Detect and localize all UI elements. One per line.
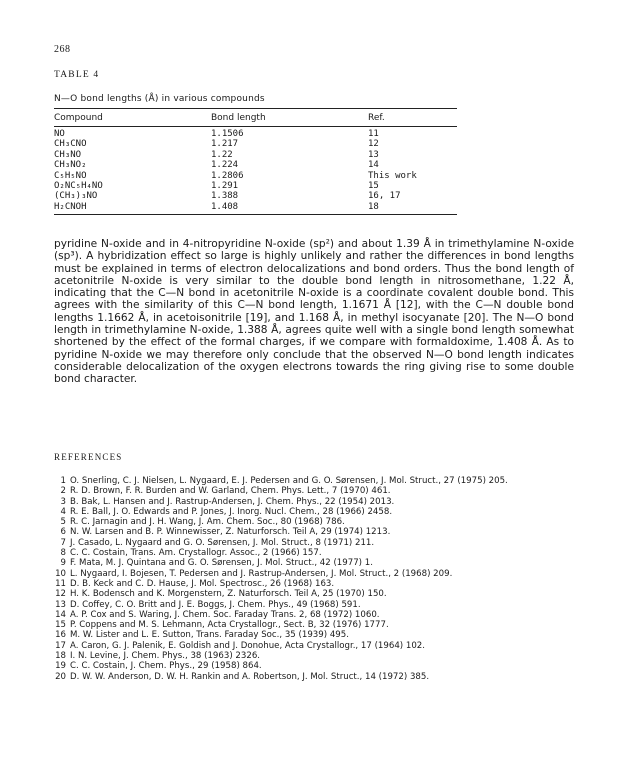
reference-text: F. Mata, M. J. Quintana and G. O. Sørensen, J. Mol. Struct., 42 (1977) 1. xyxy=(70,558,373,569)
reference-number: 12 xyxy=(55,589,66,600)
table-row xyxy=(54,129,457,139)
reference-item xyxy=(54,651,574,661)
reference-text: D. Coffey, C. O. Britt and J. E. Boggs, J. Chem. Phys., 49 (1968) 591. xyxy=(70,599,361,610)
reference-item xyxy=(54,661,574,671)
reference-text: D. B. Keck and C. D. Hause, J. Mol. Spectrosc., 26 (1968) 163. xyxy=(70,578,335,589)
reference-item xyxy=(54,620,574,630)
reference-item xyxy=(54,476,574,486)
cell-ref: 11 xyxy=(368,129,379,139)
cell-compound: CH₃NO₂ xyxy=(54,160,87,171)
reference-text: D. W. W. Anderson, D. W. H. Rankin and A. Robertson, J. Mol. Struct., 14 (1972) 385. xyxy=(70,671,430,682)
reference-item xyxy=(54,507,574,517)
reference-text: H. K. Bodensch and K. Morgenstern, Z. Naturforsch. Teil A, 25 (1970) 150. xyxy=(70,589,387,600)
reference-item xyxy=(54,672,574,682)
reference-number: 19 xyxy=(55,661,66,672)
reference-item xyxy=(54,548,574,558)
reference-text: R. C. Jarnagin and J. H. Wang, J. Am. Chem. Soc., 80 (1968) 786. xyxy=(70,517,345,528)
table-row xyxy=(54,202,457,212)
reference-item xyxy=(54,630,574,640)
col-header-compound: Compound xyxy=(54,113,103,123)
cell-ref: 13 xyxy=(368,149,379,160)
reference-number: 6 xyxy=(60,527,66,538)
reference-text: R. D. Brown, F. R. Burden and W. Garland, Chem. Phys. Lett., 7 (1970) 461. xyxy=(70,486,391,497)
reference-number: 13 xyxy=(55,599,66,610)
reference-number: 2 xyxy=(60,486,66,497)
reference-item xyxy=(54,641,574,651)
table-header-row xyxy=(54,109,457,126)
reference-number: 8 xyxy=(60,548,66,559)
reference-number: 18 xyxy=(55,651,66,662)
table-row xyxy=(54,191,457,201)
references-heading: REFERENCES xyxy=(54,452,123,462)
reference-number: 11 xyxy=(55,578,66,589)
reference-item xyxy=(54,527,574,537)
reference-item xyxy=(54,538,574,548)
cell-bond-length: 1.388 xyxy=(211,191,239,202)
cell-bond-length: 1.1506 xyxy=(211,129,244,139)
reference-item xyxy=(54,517,574,527)
reference-number: 5 xyxy=(60,517,66,528)
table-title: TABLE 4 xyxy=(54,70,100,80)
reference-number: 14 xyxy=(55,609,66,620)
cell-bond-length: 1.224 xyxy=(211,160,239,171)
reference-text: N. W. Larsen and B. P. Winnewisser, Z. Naturforsch. Teil A, 29 (1974) 1213. xyxy=(70,527,391,538)
reference-item xyxy=(54,486,574,496)
cell-ref: 16, 17 xyxy=(368,191,401,202)
cell-bond-length: 1.408 xyxy=(211,201,239,212)
reference-item xyxy=(54,600,574,610)
reference-text: J. Casado, L. Nygaard and G. O. Sørensen, J. Mol. Struct., 8 (1971) 211. xyxy=(70,537,375,548)
reference-item xyxy=(54,589,574,599)
table-row xyxy=(54,181,457,191)
table-bottom-rule xyxy=(54,214,457,215)
reference-text: C. C. Costain, J. Chem. Phys., 29 (1958) 864. xyxy=(70,661,262,672)
cell-bond-length: 1.22 xyxy=(211,149,233,160)
reference-number: 17 xyxy=(55,640,66,651)
cell-compound: (CH₃)₃NO xyxy=(54,191,98,202)
reference-text: P. Coppens and M. S. Lehmann, Acta Crystallogr., Sect. B, 32 (1976) 1777. xyxy=(70,620,389,631)
cell-compound: NO xyxy=(54,129,65,139)
cell-bond-length: 1.2806 xyxy=(211,170,244,181)
cell-compound: O₂NC₅H₄NO xyxy=(54,181,103,192)
reference-number: 20 xyxy=(55,671,66,682)
cell-ref: 15 xyxy=(368,181,379,192)
reference-number: 4 xyxy=(60,506,66,517)
reference-text: C. C. Costain, Trans. Am. Crystallogr. Assoc., 2 (1966) 157. xyxy=(70,548,322,559)
reference-text: R. E. Ball, J. O. Edwards and P. Jones, J. Inorg. Nucl. Chem., 28 (1966) 2458. xyxy=(70,506,393,517)
reference-number: 3 xyxy=(60,496,66,507)
paragraph-text: pyridine N-oxide and in 4-nitropyridine N-oxide (sp²) and about 1.39 Å in trimethylamine N-oxide (sp³). A hybridization effect so large is highly unlikely and rather the differences in bond lengths must be explained in terms of electron delocalizations and bond orders. Thus the bond length of acetonitrile N-oxide is very similar to the double bond length in nitrosomethane, 1.22 Å, indicating that the C—N bond in acetonitrile N-oxide is a coordinate covalent double bond. This agrees with the similarity of this C—N bond length, 1.1671 Å [12], with the C—N double bond lengths 1.1662 Å, in acetoisonitrile [19], and 1.168 Å, in methyl isocyanate [20]. The N—O bond length in trimethylamine N-oxide, 1.388 Å, agrees quite well with a single bond length somewhat shortened by the effect of the formal charges, if we compare with formaldoxime, 1.408 Å. As to pyridine N-oxide we may therefore only conclude that the observed N—O bond length indicates considerable delocalization of the oxygen electrons towards the ring giving rise to some double bond character. xyxy=(54,238,574,386)
reference-text: B. Bak, L. Hansen and J. Rastrup-Andersen, J. Chem. Phys., 22 (1954) 2013. xyxy=(70,496,395,507)
references-list xyxy=(54,476,574,682)
reference-item xyxy=(54,558,574,568)
cell-ref: 14 xyxy=(368,160,379,171)
reference-text: A. Caron, G. J. Palenik, E. Goldish and J. Donohue, Acta Crystallogr., 17 (1964) 102. xyxy=(70,640,426,651)
body-paragraph xyxy=(54,238,574,386)
reference-item xyxy=(54,579,574,589)
reference-number: 16 xyxy=(55,630,66,641)
cell-ref: This work xyxy=(368,170,417,181)
bond-length-table xyxy=(54,108,457,215)
table-header-rule xyxy=(54,126,457,127)
cell-bond-length: 1.291 xyxy=(211,181,239,192)
reference-number: 1 xyxy=(60,476,66,486)
cell-compound: CH₃NO xyxy=(54,149,82,160)
cell-ref: 18 xyxy=(368,201,379,212)
cell-compound: C₅H₅NO xyxy=(54,170,87,181)
table-row xyxy=(54,139,457,149)
page-number: 268 xyxy=(54,44,71,55)
reference-text: L. Nygaard, I. Bojesen, T. Pedersen and J. Rastrup-Andersen, J. Mol. Struct., 2 (1968) 209. xyxy=(70,568,453,579)
col-header-bond-length: Bond length xyxy=(211,113,266,123)
cell-compound: H₂CNOH xyxy=(54,201,87,212)
reference-text: I. N. Levine, J. Chem. Phys., 38 (1963) 2326. xyxy=(70,651,261,662)
cell-ref: 12 xyxy=(368,139,379,150)
reference-number: 9 xyxy=(60,558,66,569)
table-row xyxy=(54,150,457,160)
table-row xyxy=(54,160,457,170)
cell-bond-length: 1.217 xyxy=(211,139,239,150)
reference-item xyxy=(54,497,574,507)
table-row xyxy=(54,171,457,181)
reference-item xyxy=(54,610,574,620)
reference-number: 7 xyxy=(60,537,66,548)
col-header-ref: Ref. xyxy=(368,113,385,123)
reference-text: A. P. Cox and S. Waring, J. Chem. Soc. Faraday Trans. 2, 68 (1972) 1060. xyxy=(70,609,380,620)
reference-number: 10 xyxy=(55,568,66,579)
table-caption: N—O bond lengths (Å) in various compounds xyxy=(54,94,265,104)
reference-item xyxy=(54,569,574,579)
reference-number: 15 xyxy=(55,620,66,631)
reference-text: O. Snerling, C. J. Nielsen, L. Nygaard, E. J. Pedersen and G. O. Sørensen, J. Mol. Struct., 27 (1975) 205. xyxy=(70,476,508,486)
table xyxy=(54,109,457,212)
reference-text: M. W. Lister and L. E. Sutton, Trans. Faraday Soc., 35 (1939) 495. xyxy=(70,630,349,641)
cell-compound: CH₃CNO xyxy=(54,139,87,150)
